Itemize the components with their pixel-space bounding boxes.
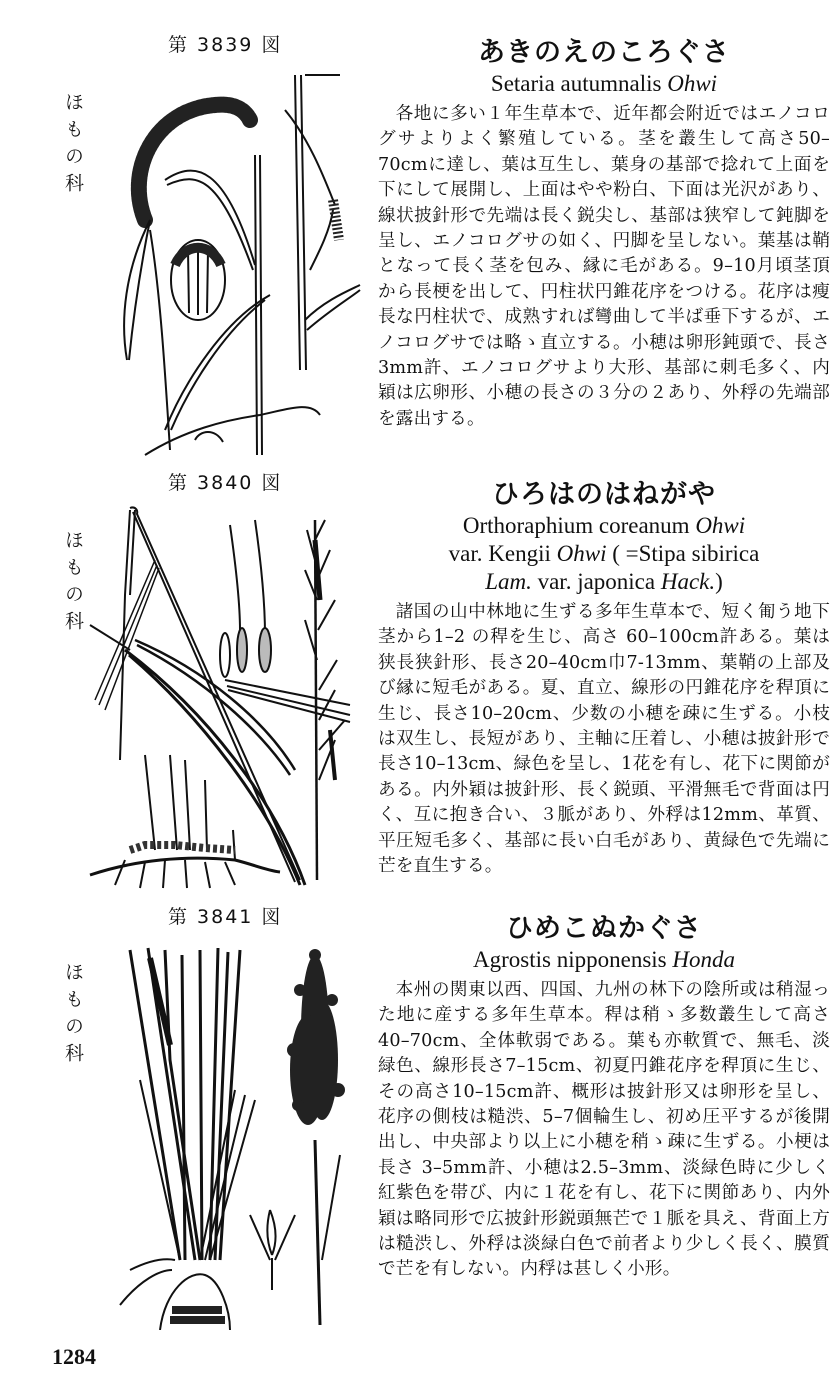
- species-description: 各地に多い１年生草本で、近年都会附近ではエノコログサよりよく繁殖している。茎を叢生して高さ50–70cmに達し、葉は互生し、葉身の基部で捻れて上面を下にして展開し、上面はやや粉白、下面は光沢があり、線状披針形で先端は長く鋭尖し、基部は狭窄して鈍脚を呈し、エノコログサの如く、円脚を呈しない。葉基は鞘となって長く茎を包み、縁に毛がある。9–10月頃茎頂から長梗を出して、円柱状円錐花序をつける。花序は瘦長な円柱状で、成熟すれば彎曲して半ば垂下するが、エノコログサでは略ゝ直立する。小穂は卵形鈍頭で、長さ3mm許、エノコログサより大形、基部に刺毛多く、内穎は広卵形、小穂の長さの３分の２あり、外稃の先端部を露出する。: [378, 104, 830, 429]
- page-number: 1284: [52, 1344, 96, 1369]
- scientific-name-binomial: Agrostis nipponensis: [473, 947, 667, 972]
- japanese-name-title: ひろはのはねがや: [492, 479, 716, 510]
- scientific-name-author: Ohwi: [695, 513, 746, 538]
- orthoraphium-coreanum-illustration: [85, 500, 370, 890]
- grass-drawing-icon: [110, 940, 360, 1330]
- scientific-name-author: Ohwi: [667, 71, 718, 96]
- grass-drawing-icon: [85, 500, 370, 890]
- family-label-2: ほもの科: [62, 530, 84, 638]
- synonym-variety-author: Hack.: [660, 569, 716, 594]
- synonym-close-paren: ): [715, 569, 723, 594]
- figure-label-3841: 第 3841 図: [168, 906, 283, 928]
- scientific-name: [378, 70, 830, 98]
- synonym-name: ( =Stipa sibirica: [612, 541, 760, 566]
- scientific-name-line-1: [378, 512, 830, 540]
- setaria-autumnalis-illustration: [105, 70, 370, 460]
- scientific-name-line-2: [378, 540, 830, 568]
- scientific-name: [378, 946, 830, 974]
- scientific-name-binomial: Orthoraphium coreanum: [462, 513, 690, 538]
- synonym-author: Lam.: [485, 569, 532, 594]
- scientific-name-binomial: Setaria autumnalis: [490, 71, 662, 96]
- family-label-1: ほもの科: [62, 92, 84, 200]
- figure-label-3839: 第 3839 図: [168, 34, 283, 56]
- figure-label-3840: 第 3840 図: [168, 472, 283, 494]
- agrostis-nipponensis-illustration: [110, 940, 360, 1330]
- entry-setaria-autumnalis: [378, 36, 830, 432]
- synonym-variety: var. japonica: [537, 569, 656, 594]
- entry-orthoraphium-coreanum: [378, 478, 830, 879]
- japanese-name-title: ひめこぬかぐさ: [506, 913, 702, 944]
- species-description: 本州の関東以西、四国、九州の林下の陰所或は稍湿った地に産する多年生草本。稈は稍ゝ多数叢生して高さ40–70cm、全体軟弱である。葉も亦軟質で、無毛、淡緑色、線形長さ7–15cm、初夏円錐花序を稈頂に生じ、その高さ10–15cm許、概形は披針形又は卵形を呈し、花序の側枝は糙渋、5–7個輪生し、初め圧平するが後開出し、中央部より以上に小穂を稍ゝ疎に生ずる。小梗は長さ 3–5mm許、小穂は2.5–3mm、淡緑色時に少しく紅紫色を帯び、内に１花を有し、花下に関節あり、内外穎は略同形で広披針形鋭頭無芒で１脈を具え、背面上方は糙渋し、外稃は淡緑白色で前者より少しく長く、膜質で芒を有しない。内稃は甚しく小形。: [378, 980, 830, 1280]
- family-label-3: ほもの科: [62, 962, 84, 1070]
- entry-agrostis-nipponensis: [378, 912, 830, 1283]
- scientific-name-line-3: [378, 568, 830, 596]
- variety-name: var. Kengii: [448, 541, 551, 566]
- variety-author: Ohwi: [556, 541, 607, 566]
- species-description: 諸国の山中林地に生ずる多年生草本で、短く匍う地下茎から1–2 の稈を生じ、高さ 60–100cm許ある。葉は狭長狭針形、長さ20–40cm巾7-13mm、葉鞘の上部及び縁に短毛がある。夏、直立、線形の円錐花序を稈頂に生じ、長さ10–20cm、少数の小穂を疎に生ずる。小枝は双生し、長短があり、主軸に圧着し、小穂は披針形で長さ10–13cm、緑色を呈し、1花を有し、花下に関節がある。内外穎は披針形、長く鋭頭、平滑無毛で背面は円く、互に抱き合い、３脈があり、外稃は12mm、革質、平圧短毛多く、基部に長い白毛があり、黄緑色で先端に芒を直生する。: [378, 602, 830, 877]
- grass-drawing-icon: [105, 70, 370, 460]
- scientific-name-author: Honda: [672, 947, 735, 972]
- japanese-name-title: あきのえのころぐさ: [478, 37, 730, 68]
